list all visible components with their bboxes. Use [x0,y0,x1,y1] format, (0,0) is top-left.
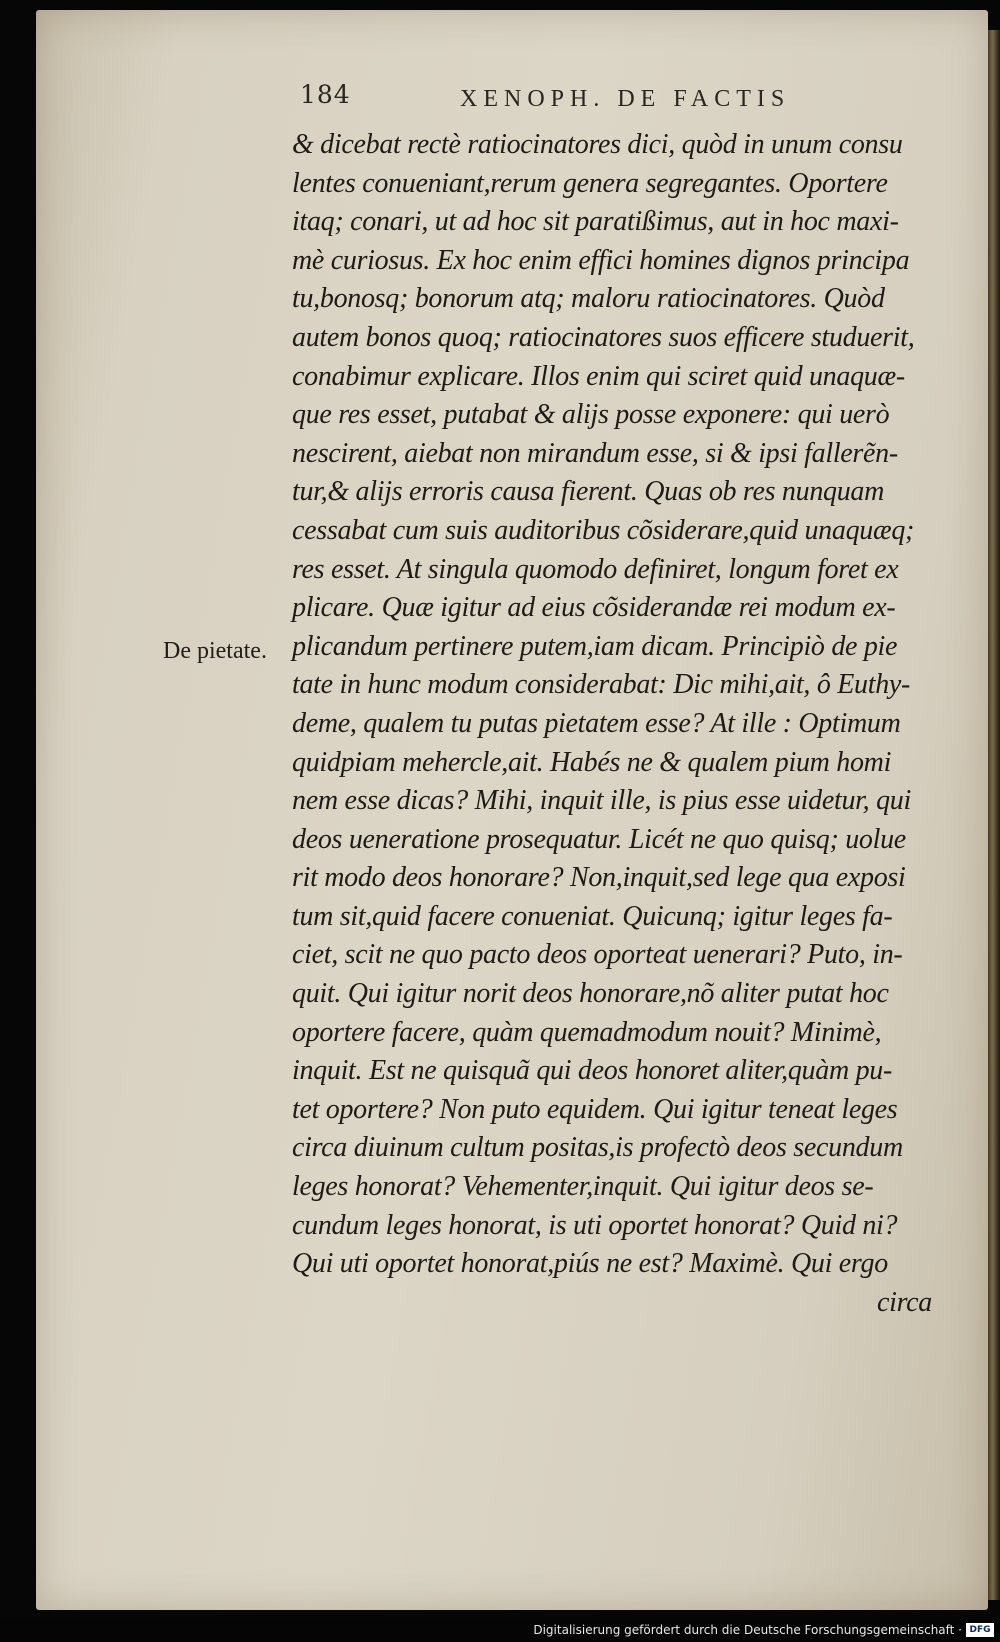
footer-bar [0,1620,1000,1642]
text-line: circa diuinum cultum positas,is profectò deos secundum [292,1132,903,1164]
text-line: quit. Qui igitur norit deos honorare,nõ aliter putat hoc [292,978,889,1010]
text-line: tum sit,quid facere conueniat. Quicunq; igitur leges fa- [292,900,893,932]
text-line: autem bonos quoq; ratiocinatores suos efficere studuerit, [292,321,915,353]
text-line: conabimur explicare. Illos enim qui sciret quid unaquæ- [292,360,905,392]
body-text [292,126,942,1322]
text-line: leges honorat? Vehementer,inquit. Qui igitur deos se- [292,1171,874,1203]
text-line: oportere facere, quàm quemadmodum nouit? Minimè, [292,1016,882,1048]
text-line: tu,bonosq; bonorum atq; maloru ratiocinatores. Quòd [292,283,885,315]
text-line: res esset. At singula quomodo definiret, longum foret ex [292,553,899,585]
text-line: cessabat cum suis auditoribus cõsiderare,quid unaquæq; [292,514,915,546]
text-line: deos ueneratione prosequatur. Licét ne quo quisq; uolue [292,823,906,855]
text-line: inquit. Est ne quisquã qui deos honoret aliter,quàm pu- [292,1055,892,1087]
text-line: que res esset, putabat & alijs posse exponere: qui uerò [292,399,890,431]
catchword: circa [877,1286,932,1318]
margin-note: De pietate. [163,638,267,664]
running-head: XENOPH. DE FACTIS [460,86,791,112]
text-line: lentes conueniant,rerum genera segregantes. Oportere [292,167,888,199]
text-line: tur,& alijs erroris causa fierent. Quas ob res nunquam [292,476,885,508]
text-line: mè curiosus. Ex hoc enim effici homines dignos principa [292,244,910,276]
text-line: rit modo deos honorare? Non,inquit,sed lege qua exposi [292,862,906,894]
text-line: tate in hunc modum considerabat: Dic mihi,ait, ô Euthy- [292,669,911,701]
text-line: Qui uti oportet honorat,piús ne est? Maximè. Qui ergo [292,1248,888,1280]
page-number: 184 [300,80,351,109]
text-line: cundum leges honorat, is uti oportet honorat? Quid ni? [292,1209,898,1241]
funding-credit: Digitalisierung gefördert durch die Deutsche Forschungsgemeinschaft · [533,1623,962,1637]
text-line: quidpiam mehercle,ait. Habés ne & qualem pium homi [292,746,892,778]
text-line: tet oportere? Non puto equidem. Qui igitur teneat leges [292,1093,898,1125]
text-line: nescirent, aiebat non mirandum esse, si & ipsi fallerẽn- [292,437,898,469]
text-line: ciet, scit ne quo pacto deos oporteat uenerari? Puto, in- [292,939,903,971]
text-line: & dicebat rectè ratiocinatores dici, quòd in unum consu [292,129,903,160]
text-line: plicare. Quæ igitur ad eius cõsiderandæ rei modum ex- [292,592,896,624]
text-line: nem esse dicas? Mihi, inquit ille, is pius esse uidetur, qui [292,785,911,817]
text-line: plicandum pertinere putem,iam dicam. Principiò de pie [292,630,898,662]
text-line: itaq; conari, ut ad hoc sit paratißimus, aut in hoc maxi- [292,206,899,238]
dfg-logo: DFG [966,1623,994,1637]
text-line: deme, qualem tu putas pietatem esse? At ille : Optimum [292,707,901,739]
